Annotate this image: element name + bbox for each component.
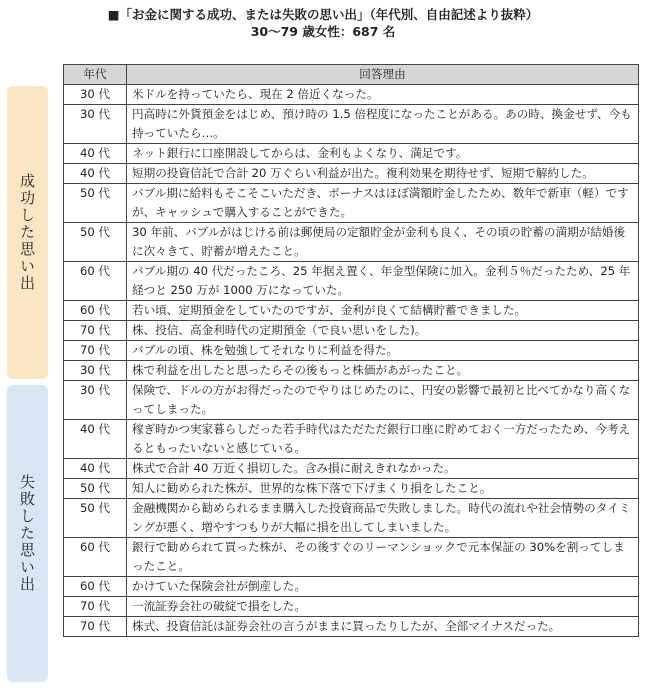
answer-cell: 銀行で勧められて買った株が、その後すぐのリーマンショックで元本保証の 30%を割ってしまったこと。 xyxy=(127,538,639,577)
age-cell: 30 代 xyxy=(64,85,127,105)
answer-cell: ネット銀行に口座開設してからは、金利もよくなり、満足です。 xyxy=(127,144,639,164)
title-line-1: ■「お金に関する成功、または失敗の思い出」（年代別、自由記述より抜粋） xyxy=(107,7,539,22)
success-label-text: 成功した思い出 xyxy=(18,173,36,292)
answer-cell: 短期の投資信託で合計 20 万ぐらい利益が出た。複利効果を期待せず、短期で解約した。 xyxy=(127,164,639,184)
age-cell: 50 代 xyxy=(64,223,127,262)
failure-label-text: 失敗した思い出 xyxy=(18,474,36,593)
success-row xyxy=(64,184,639,223)
success-row xyxy=(64,85,639,105)
failure-row xyxy=(64,459,639,479)
age-cell: 40 代 xyxy=(64,459,127,479)
age-cell: 70 代 xyxy=(64,321,127,341)
success-row xyxy=(64,262,639,301)
answer-cell: 米ドルを持っていたら、現在 2 倍近くなった。 xyxy=(127,85,639,105)
table-header-row xyxy=(64,65,639,85)
failure-section-label xyxy=(7,385,48,682)
failure-row xyxy=(64,420,639,459)
answer-cell: かけていた保険会社が倒産した。 xyxy=(127,577,639,597)
age-cell: 70 代 xyxy=(64,617,127,637)
age-cell: 50 代 xyxy=(64,184,127,223)
age-cell: 60 代 xyxy=(64,262,127,301)
age-cell: 70 代 xyxy=(64,341,127,361)
answer-cell: 株で利益を出したと思ったらその後もっと株価があがったこと。 xyxy=(127,361,639,381)
answer-cell: 株、投信、高金利時代の定期預金（で良い思いをした)。 xyxy=(127,321,639,341)
failure-row xyxy=(64,499,639,538)
success-row xyxy=(64,301,639,321)
age-cell: 40 代 xyxy=(64,164,127,184)
answer-cell: 円高時に外貨預金をはじめ、預け時の 1.5 倍程度になったことがある。あの時、換金せず、今も持っていたら…。 xyxy=(127,105,639,144)
failure-row xyxy=(64,538,639,577)
age-cell: 60 代 xyxy=(64,538,127,577)
header-answer: 回答理由 xyxy=(127,65,639,85)
success-row xyxy=(64,105,639,144)
age-cell: 30 代 xyxy=(64,361,127,381)
answer-cell: 一流証券会社の破綻で損をした。 xyxy=(127,597,639,617)
answer-cell: 30 年前、バブルがはじける前は郵便局の定額貯金が金利も良く、その頃の貯蓄の満期が結婚後に次々きて、貯蓄が増えたこと。 xyxy=(127,223,639,262)
page-title xyxy=(0,6,646,40)
answer-cell: 金融機関から勧められるまま購入した投資商品で失敗しました。時代の流れや社会情勢のタイミングが悪く、増やすつもりが大幅に損を出してしまいました。 xyxy=(127,499,639,538)
failure-row xyxy=(64,381,639,420)
failure-row xyxy=(64,577,639,597)
failure-row xyxy=(64,361,639,381)
age-cell: 60 代 xyxy=(64,577,127,597)
answer-cell: 株式、投資信託は証券会社の言うがままに買ったりしたが、全部マイナスだった。 xyxy=(127,617,639,637)
header-age: 年代 xyxy=(64,65,127,85)
title-line-2: 30〜79 歳女性：687 名 xyxy=(250,24,396,39)
answer-cell: 若い頃、定期預金をしていたのですが、金利が良くて結構貯蓄できました。 xyxy=(127,301,639,321)
age-cell: 50 代 xyxy=(64,479,127,499)
answer-cell: 知人に勧められた株が、世界的な株下落で下げまくり損をしたこと。 xyxy=(127,479,639,499)
age-cell: 40 代 xyxy=(64,420,127,459)
answer-cell: バブル期の 40 代だったころ、25 年据え置く、年金型保険に加入。金利５％だったため、25 年経つと 250 万が 1000 万になっていた。 xyxy=(127,262,639,301)
age-cell: 30 代 xyxy=(64,381,127,420)
failure-row xyxy=(64,617,639,637)
answer-cell: 保険で、ドルの方がお得だったのでやりはじめたのに、円安の影響で最初と比べてかなり高くなってしまった。 xyxy=(127,381,639,420)
table-body xyxy=(64,85,639,637)
success-row xyxy=(64,341,639,361)
answer-cell: バブルの頃、株を勉強してそれなりに利益を得た。 xyxy=(127,341,639,361)
answer-cell: 株式で合計 40 万近く損切した。含み損に耐えきれなかった。 xyxy=(127,459,639,479)
age-cell: 70 代 xyxy=(64,597,127,617)
memories-table xyxy=(63,64,639,637)
age-cell: 30 代 xyxy=(64,105,127,144)
answer-cell: 稼ぎ時かつ実家暮らしだった若手時代はただただ銀行口座に貯めておく一方だったため、今考えるともったいないと感じている。 xyxy=(127,420,639,459)
failure-row xyxy=(64,597,639,617)
answer-cell: バブル期に給料もそこそこいただき、ボーナスはほぼ満額貯金したため、数年で新車（軽）ですが、キャッシュで購入することができた。 xyxy=(127,184,639,223)
age-cell: 40 代 xyxy=(64,144,127,164)
age-cell: 60 代 xyxy=(64,301,127,321)
success-row xyxy=(64,223,639,262)
success-row xyxy=(64,144,639,164)
failure-row xyxy=(64,479,639,499)
age-cell: 50 代 xyxy=(64,499,127,538)
success-row xyxy=(64,321,639,341)
success-section-label xyxy=(7,86,48,379)
success-row xyxy=(64,164,639,184)
